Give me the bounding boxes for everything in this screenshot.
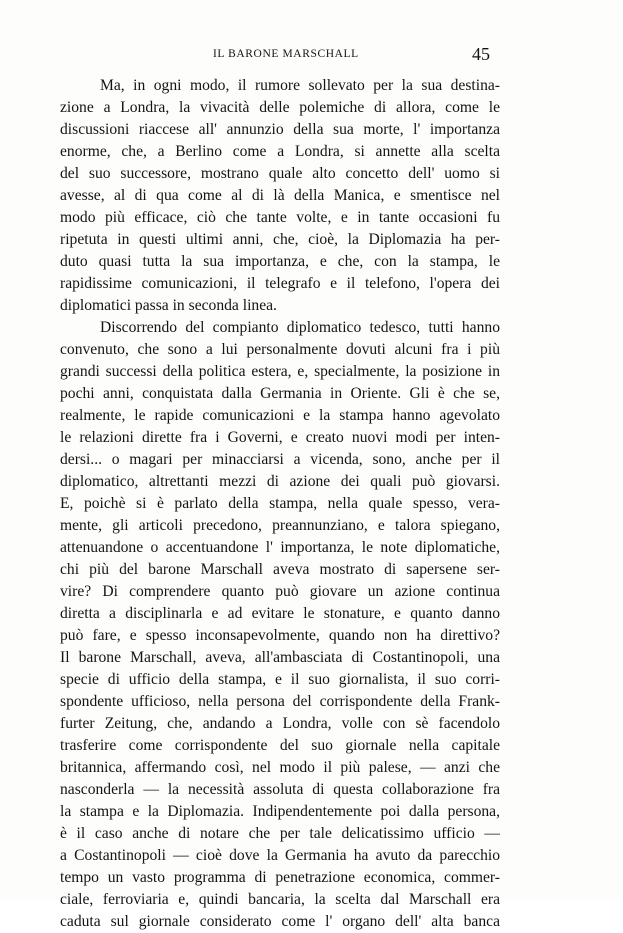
text-line: britannica, affermando così, nel modo il più palese, — anzi che bbox=[60, 759, 500, 776]
text-line: ripetuta in questi ultimi anni, che, cioè, la Diplomazia ha per- bbox=[60, 231, 500, 248]
text-line: grandi successi della politica estera, e, specialmente, la posizione in bbox=[60, 363, 500, 380]
page-number: 45 bbox=[472, 44, 490, 64]
text-line: Ma, in ogni modo, il rumore sollevato per la sua destina- bbox=[100, 77, 500, 94]
text-line: ciale, ferroviaria e, quindi bancaria, la scelta dal Marschall era bbox=[60, 891, 500, 908]
text-line: zione a Londra, la vivacità delle polemiche di allora, come le bbox=[60, 99, 500, 116]
text-line: caduta sul giornale considerato come l' organo dell' alta banca bbox=[60, 913, 500, 930]
text-line: può fare, e spesso inconsapevolmente, quando non ha direttivo? bbox=[60, 627, 500, 644]
text-line: E, poichè si è parlato della stampa, nella quale spesso, vera- bbox=[60, 495, 500, 512]
page-header bbox=[0, 44, 623, 68]
text-line: spondente ufficioso, nella persona del corrispondente della Frank- bbox=[60, 693, 500, 710]
text-line: Discorrendo del compianto diplomatico tedesco, tutti hanno bbox=[100, 319, 500, 336]
text-line: diplomatici passa in seconda linea. bbox=[60, 297, 277, 314]
text-line: Il barone Marschall, aveva, all'ambasciata di Costantinopoli, una bbox=[60, 649, 500, 666]
text-line: trasferire come corrispondente del suo giornale nella capitale bbox=[60, 737, 500, 754]
text-line: diplomatico, altrettanti mezzi di azione dei quali può giovarsi. bbox=[60, 473, 500, 490]
text-line: convenuto, che sono a lui personalmente dovuti alcuni fra i più bbox=[60, 341, 500, 358]
text-line: la stampa e la Diplomazia. Indipendentemente poi dalla persona, bbox=[60, 803, 500, 820]
text-line: rapidissime comunicazioni, il telegrafo e il telefono, l'opera dei bbox=[60, 275, 500, 292]
text-line: del suo successore, mostrano quale alto concetto dell' uomo si bbox=[60, 165, 500, 182]
text-line: duto quasi tutta la sua importanza, e che, con la stampa, le bbox=[60, 253, 500, 270]
text-line: chi più del barone Marschall aveva mostrato di sapersene ser- bbox=[60, 561, 500, 578]
running-title: IL BARONE MARSCHALL bbox=[213, 48, 359, 60]
text-line: enorme, che, a Berlino come a Londra, si annette alla scelta bbox=[60, 143, 500, 160]
text-line: è il caso anche di notare che per tale delicatissimo ufficio — bbox=[60, 825, 500, 842]
text-line: tempo un vasto programma di penetrazione economica, commer- bbox=[60, 869, 500, 886]
text-line: le relazioni dirette fra i Governi, e creato nuovi modi per inten- bbox=[60, 429, 500, 446]
text-line: nasconderla — la necessità assoluta di questa collaborazione fra bbox=[60, 781, 500, 798]
text-line: a Costantinopoli — cioè dove la Germania ha avuto da parecchio bbox=[60, 847, 500, 864]
text-line: dersi... o magari per minacciarsi a vicenda, sono, anche per il bbox=[60, 451, 500, 468]
text-line: discussioni riaccese all' annunzio della sua morte, l' importanza bbox=[60, 121, 500, 138]
text-line: furter Zeitung, che, andando a Londra, volle con sè facendolo bbox=[60, 715, 500, 732]
text-line: specie di ufficio della stampa, e il suo giornalista, il suo corri- bbox=[60, 671, 500, 688]
text-line: vire? Di comprendere quanto può giovare un azione continua bbox=[60, 583, 500, 600]
text-line: modo più efficace, ciò che tante volte, e in tante occasioni fu bbox=[60, 209, 500, 226]
text-line: attenuandone o accentuandone l' importanza, le note diplomatiche, bbox=[60, 539, 500, 556]
text-line: realmente, le rapide comunicazioni e la stampa hanno agevolato bbox=[60, 407, 500, 424]
text-line: avesse, al di qua come al di là della Manica, e smentisce nel bbox=[60, 187, 500, 204]
text-line: pochi anni, conquistata dalla Germania in Oriente. Gli è che se, bbox=[60, 385, 500, 402]
text-line: diretta a disciplinarla e ad evitare le stonature, e quanto danno bbox=[60, 605, 500, 622]
text-line: mente, gli articoli precedono, preannunziano, e talora spiegano, bbox=[60, 517, 500, 534]
